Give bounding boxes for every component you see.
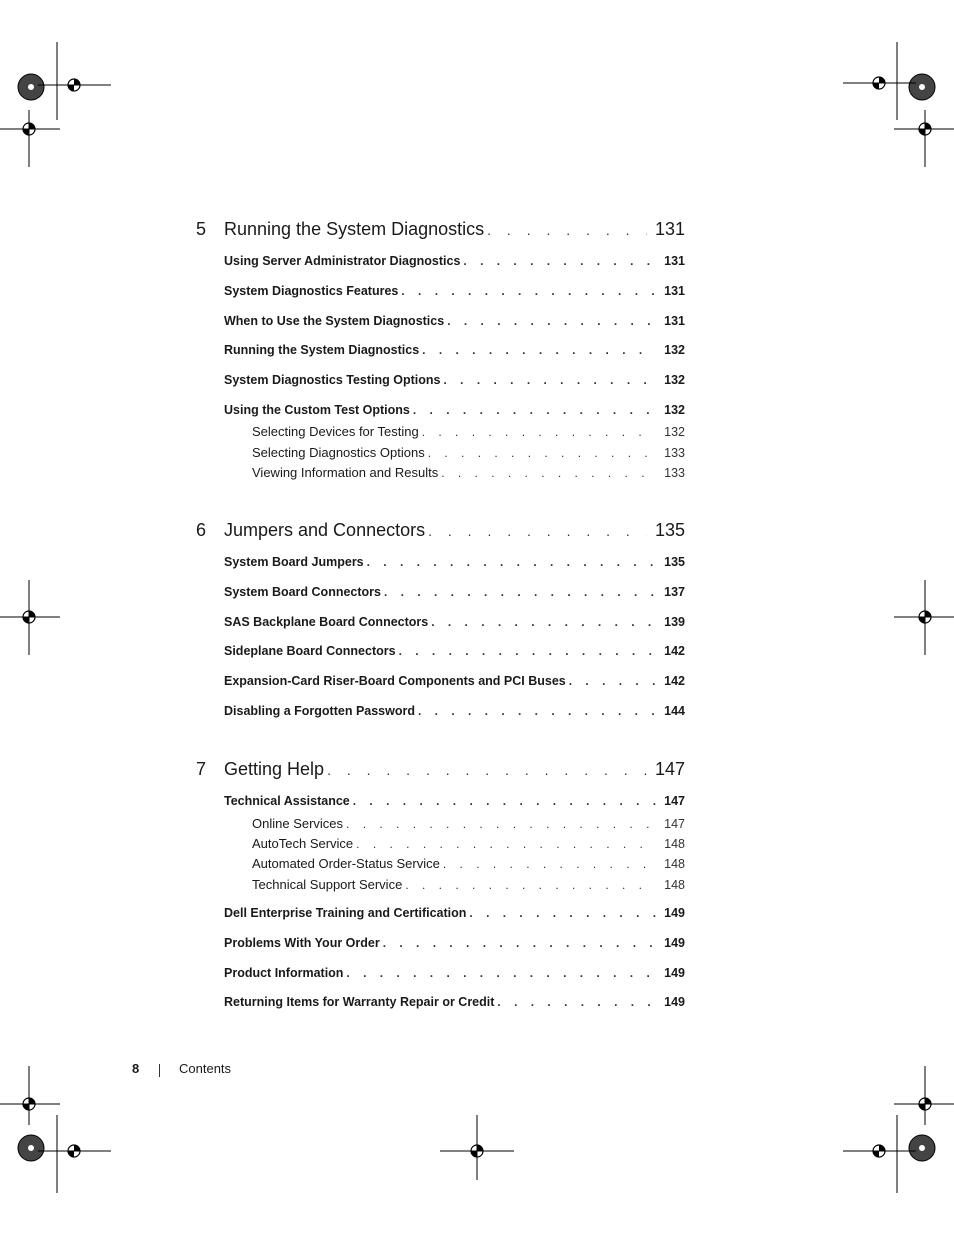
star-target-icon [909,74,935,100]
entry-title: Automated Order-Status Service [252,856,440,871]
registration-crosshair-icon [23,611,35,623]
entry-title: When to Use the System Diagnostics [224,314,445,328]
entry-page: 131 [664,254,685,268]
entry-page: 142 [664,644,685,658]
entry-page: 149 [664,966,685,980]
chapter-number: 5 [196,219,207,239]
entry-page: 132 [664,425,685,439]
entry-title: Technical Support Service [252,877,403,892]
entry-title: SAS Backplane Board Connectors [224,615,429,629]
entry-page: 144 [664,704,685,718]
chapter-title: Jumpers and Connectors [224,520,426,540]
star-target-icon [18,74,44,100]
registration-crosshair-icon [23,1098,35,1110]
entry-page: 132 [664,343,685,357]
entry-page: 149 [664,995,685,1009]
entry-page: 148 [664,837,685,851]
registration-crosshair-icon [68,79,80,91]
entry-title: Technical Assistance [224,794,350,808]
registration-crosshair-icon [471,1145,483,1157]
footer-page-number: 8 [132,1061,140,1076]
registration-crosshair-icon [873,77,885,89]
entry-title: Expansion-Card Riser-Board Components and PCI Buses [224,674,566,688]
entry-page: 139 [664,615,685,629]
entry-title: Using the Custom Test Options [224,403,410,417]
registration-crosshair-icon [873,1145,885,1157]
chapter-page: 147 [654,759,685,779]
chapter-page: 131 [654,219,685,239]
chapter-title: Getting Help [224,759,325,779]
entry-page: 131 [664,314,685,328]
entry-title: Dell Enterprise Training and Certification [224,906,467,920]
chapter-page: 135 [654,520,685,540]
registration-crosshair-icon [23,123,35,135]
entry-title: AutoTech Service [252,836,354,851]
entry-page: 132 [664,403,685,417]
entry-title: Using Server Administrator Diagnostics [224,254,461,268]
entry-page: 135 [664,555,685,569]
star-target-icon [909,1135,935,1161]
registration-crosshair-icon [919,611,931,623]
entry-page: 148 [664,857,685,871]
registration-crosshair-icon [68,1145,80,1157]
entry-page: 148 [664,878,685,892]
entry-title: Selecting Devices for Testing [252,424,419,439]
entry-page: 137 [664,585,685,599]
entry-title: System Diagnostics Testing Options [224,373,441,387]
entry-title: System Diagnostics Features [224,284,399,298]
chapter-number: 7 [196,759,207,779]
star-target-icon [18,1135,44,1161]
entry-title: Selecting Diagnostics Options [252,445,425,460]
entry-title: System Board Connectors [224,585,381,599]
entry-page: 133 [664,466,685,480]
footer-label: Contents [179,1061,232,1076]
entry-page: 131 [664,284,685,298]
entry-title: Disabling a Forgotten Password [224,704,415,718]
entry-page: 147 [664,794,685,808]
chapter-title: Running the System Diagnostics [224,219,485,239]
entry-page: 149 [664,906,685,920]
entry-page: 149 [664,936,685,950]
entry-title: Returning Items for Warranty Repair or Credit [224,995,495,1009]
entry-page: 133 [664,446,685,460]
entry-title: Product Information [224,966,344,980]
chapter-number: 6 [196,520,207,540]
registration-crosshair-icon [919,123,931,135]
entry-page: 147 [664,817,685,831]
entry-page: 142 [664,674,685,688]
entry-title: Running the System Diagnostics [224,343,420,357]
entry-title: Online Services [252,816,344,831]
registration-crosshair-icon [919,1098,931,1110]
entry-title: Problems With Your Order [224,936,380,950]
entry-title: Viewing Information and Results [252,465,439,480]
entry-title: Sideplane Board Connectors [224,644,396,658]
entry-page: 132 [664,373,685,387]
entry-title: System Board Jumpers [224,555,364,569]
